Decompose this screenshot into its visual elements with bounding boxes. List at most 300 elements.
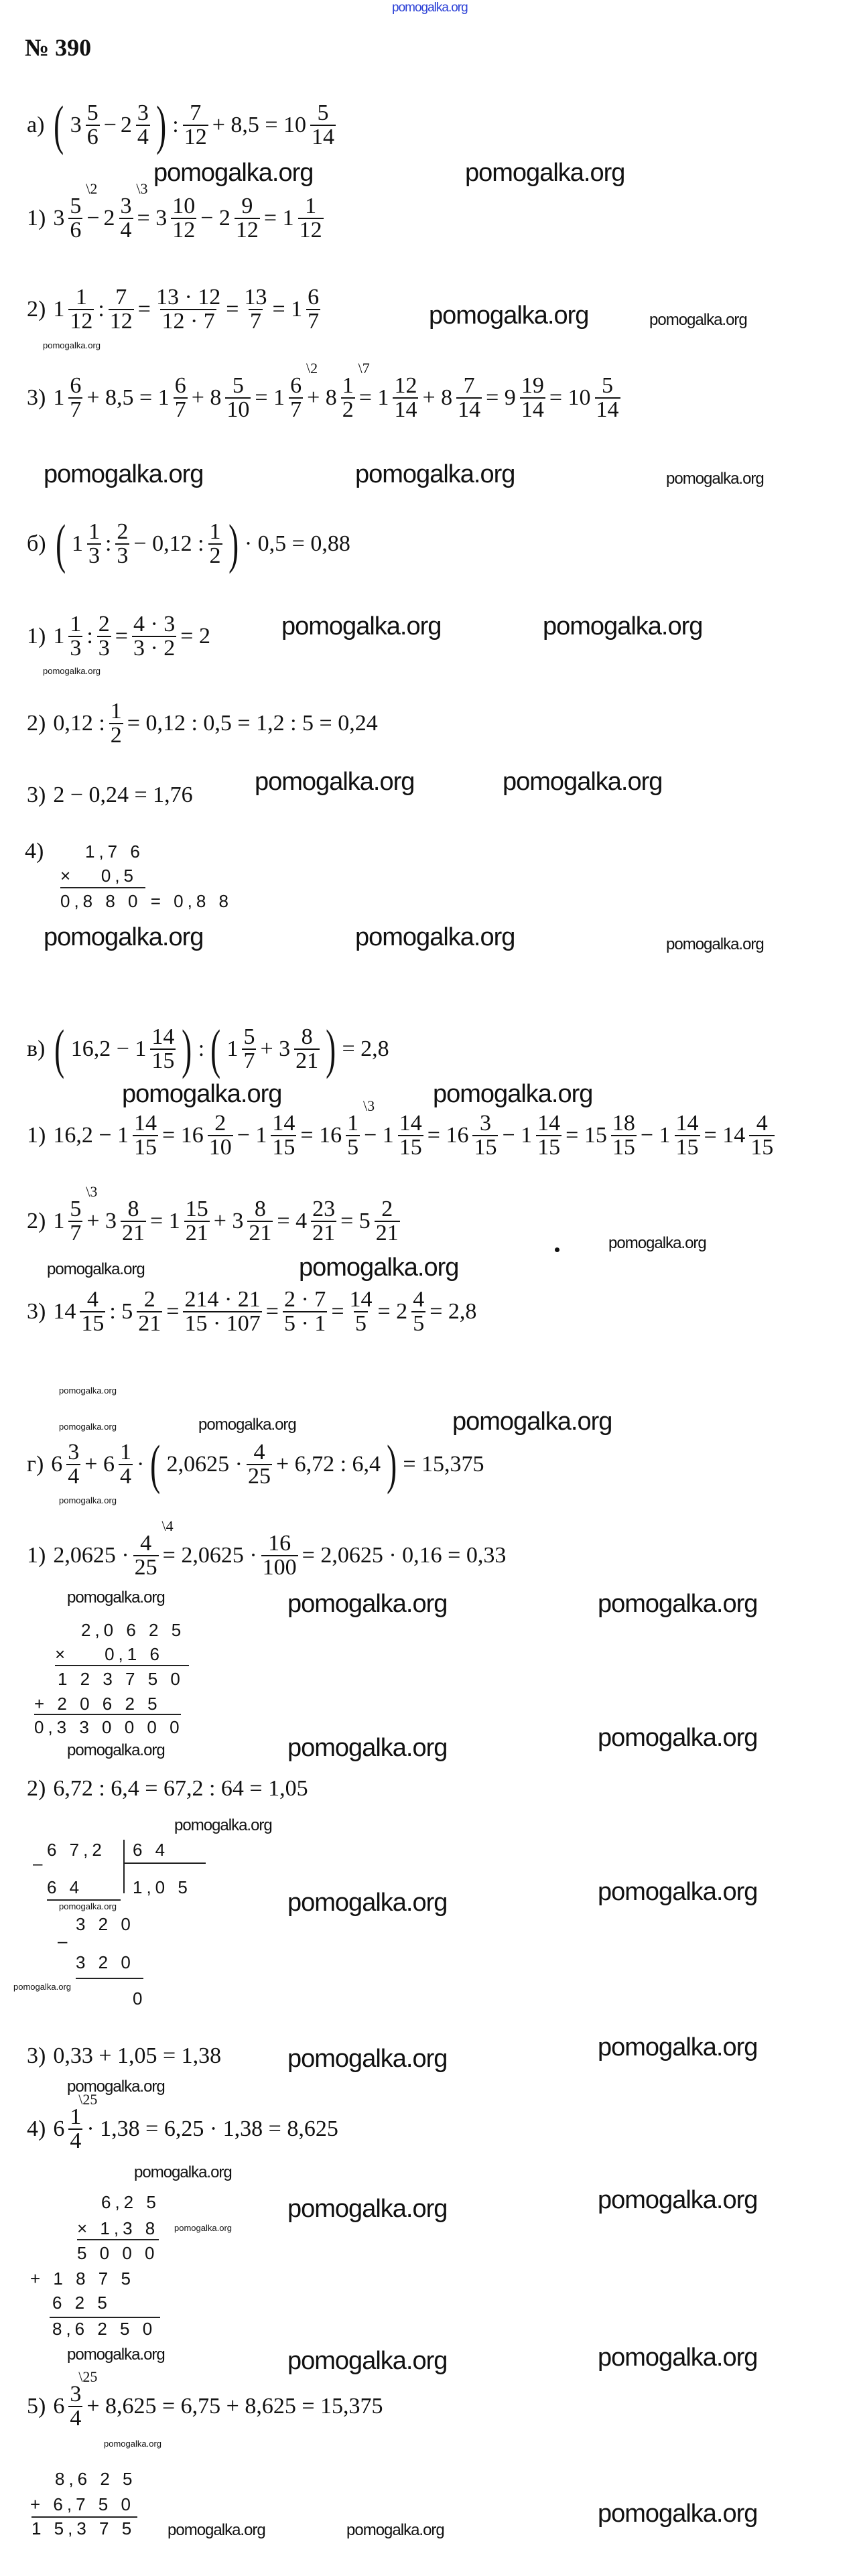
part-a-expression (25, 94, 338, 155)
numerator: 6 (70, 373, 82, 398)
fraction (235, 195, 260, 242)
part-v-expression (25, 1018, 391, 1079)
denominator: 12 (172, 218, 196, 243)
division-bar (123, 1840, 125, 1893)
math-text: = 9 (486, 385, 516, 410)
fraction (68, 1183, 98, 1245)
math-text: = 1 (358, 385, 389, 410)
denominator: 15 (537, 1135, 561, 1160)
denominator: 4 (70, 2128, 82, 2153)
math-text: = 10 (549, 385, 591, 410)
math-text: + 8,625 = 6,75 + 8,625 = 15,375 (86, 2394, 383, 2419)
division-divisor: 6 4 (133, 1840, 170, 1860)
numerator: 2 (117, 519, 129, 544)
denominator: 3 (70, 636, 82, 661)
column-row: × 0,1 6 (55, 1644, 163, 1664)
denominator: 3 (88, 543, 100, 568)
denominator: 5 (347, 1135, 359, 1160)
reduction-factor: 7 (362, 360, 370, 377)
numerator: 5 (86, 100, 98, 125)
part-v-step-1 (25, 1097, 777, 1162)
numerator: 2 · 7 (283, 1287, 326, 1312)
column-result: 0,3 3 0 0 0 0 (34, 1717, 184, 1737)
fraction (675, 1112, 700, 1159)
column-result: 8,6 2 5 0 (52, 2319, 157, 2339)
column-rule (77, 2239, 159, 2240)
math-text: = 16 (162, 1123, 204, 1148)
fraction (346, 1097, 375, 1160)
denominator: 3 (117, 543, 129, 568)
math-text: − 1 (364, 1123, 394, 1148)
column-rule (50, 2317, 160, 2318)
math-text: = 16 (427, 1123, 469, 1148)
denominator: 2 (209, 543, 221, 568)
division-quotient: 1,0 5 (133, 1877, 192, 1897)
division-subtrahend: 3 2 0 (76, 1952, 135, 1972)
math-text: 0,33 + 1,05 = 1,38 (53, 2043, 222, 2068)
watermark: pomogalka.org (59, 1422, 117, 1432)
math-text: 1 (53, 385, 65, 410)
watermark: pomogalka.org (134, 2163, 232, 2181)
slash-mark: \ (358, 360, 362, 377)
fraction (348, 1288, 374, 1335)
numerator: 19 (521, 373, 544, 398)
slash-mark: \ (362, 1097, 368, 1114)
denominator: 2 (110, 723, 122, 748)
fraction (133, 1517, 174, 1580)
numerator: 5 (232, 373, 244, 398)
part-v-step-2 (25, 1183, 402, 1248)
math-text: = 14 (704, 1123, 746, 1148)
fraction (66, 1441, 80, 1488)
column-row: × 0,5 (60, 866, 137, 886)
numerator: 5 (70, 1197, 82, 1221)
fraction (247, 1198, 273, 1245)
denominator: 5 (413, 1311, 425, 1336)
numerator: 3 (120, 194, 132, 218)
math-text: = 2 (180, 624, 210, 649)
math-text: = 2,0625 · 0,16 = 0,33 (302, 1543, 507, 1568)
numerator: 14 (134, 1111, 157, 1136)
watermark: pomogalka.org (174, 2223, 232, 2233)
step-label: 4) (25, 839, 44, 864)
watermark: pomogalka.org (67, 1741, 165, 1759)
watermark: pomogalka.org (598, 1724, 758, 1752)
fraction (208, 521, 222, 567)
math-text: 6,72 : 6,4 = 67,2 : 64 = 1,05 (53, 1776, 308, 1801)
fraction (132, 613, 176, 660)
fraction (150, 1026, 176, 1073)
math-text: 16,2 − 1 (53, 1123, 129, 1148)
watermark: pomogalka.org (59, 1385, 117, 1396)
math-text: 2,0625 · (53, 1543, 129, 1568)
reduction-factor: 25 (82, 2091, 98, 2108)
fraction (68, 2091, 98, 2153)
numerator: 1 (119, 1440, 131, 1465)
numerator: 9 (241, 194, 253, 218)
fraction (109, 700, 123, 747)
denominator: 21 (312, 1221, 336, 1245)
denominator: 7 (70, 1221, 82, 1245)
denominator: 12 · 7 (161, 309, 215, 334)
fraction (225, 375, 251, 421)
watermark: pomogalka.org (67, 2078, 165, 2096)
numerator: 14 (272, 1111, 295, 1136)
watermark: pomogalka.org (67, 2346, 165, 2364)
slash-mark: \ (136, 180, 141, 197)
denominator: 14 (596, 397, 619, 422)
column-rule (76, 1978, 143, 1979)
fraction (133, 1112, 158, 1159)
math-text: + 3 (86, 1209, 117, 1233)
column-row: + 2 0 6 2 5 (34, 1694, 161, 1714)
numerator: 5 (70, 194, 82, 218)
numerator: 2 (381, 1197, 393, 1221)
math-text: = 16 (300, 1123, 342, 1148)
fraction (271, 1112, 296, 1159)
fraction (611, 1112, 637, 1159)
watermark: pomogalka.org (168, 2521, 265, 2539)
denominator: 10 (226, 397, 250, 422)
math-text: 16,2 − 1 (70, 1036, 147, 1061)
math-text: : (98, 297, 105, 322)
math-text: = 2 (377, 1299, 408, 1324)
fraction (310, 102, 336, 149)
fraction (261, 1532, 298, 1579)
cancel-note (136, 178, 147, 200)
column-rule (34, 1714, 181, 1715)
fraction (294, 1026, 320, 1073)
numerator: 7 (115, 285, 127, 310)
part-a-step-3 (25, 360, 622, 425)
step-label: 2) (27, 297, 46, 322)
denominator: 3 (98, 636, 110, 661)
reduction-factor: 2 (90, 180, 98, 197)
numerator: 214 · 21 (184, 1287, 261, 1312)
cancel-note (78, 2366, 97, 2388)
fraction (115, 521, 129, 567)
denominator: 4 (119, 1464, 131, 1489)
watermark-top[interactable]: pomogalka.org (392, 1, 468, 15)
column-rule (47, 1899, 121, 1901)
math-text: = (166, 1299, 180, 1324)
numerator: 14 (399, 1111, 422, 1136)
fraction (68, 180, 98, 243)
column-result: 0,8 8 0 = 0,8 8 (60, 891, 233, 911)
part-g-step-4 (25, 2091, 340, 2156)
numerator: 3 (70, 2382, 82, 2406)
numerator: 3 (137, 100, 149, 125)
watermark: pomogalka.org (429, 301, 589, 330)
math-text: = (226, 297, 239, 322)
column-row: 6 2 5 (52, 2293, 111, 2313)
division-dividend: 6 7,2 (47, 1840, 106, 1860)
part-v-step-3 (25, 1285, 478, 1339)
numerator: 18 (612, 1111, 635, 1136)
step-label: в) (27, 1036, 46, 1061)
numerator: 13 · 12 (155, 285, 221, 310)
numerator: 13 (244, 285, 267, 310)
fraction (174, 375, 188, 421)
division-rule (123, 1862, 206, 1864)
watermark: pomogalka.org (598, 1878, 758, 1906)
denominator: 3 · 2 (133, 636, 176, 661)
column-row: × 1,3 8 (77, 2218, 159, 2238)
math-text: 0,12 : (53, 711, 105, 736)
cancel-note (86, 178, 97, 200)
column-rule (55, 1665, 189, 1666)
math-text: + 6 (84, 1452, 115, 1477)
column-row: + 1 8 7 5 (30, 2268, 135, 2289)
fraction (595, 375, 620, 421)
numerator: 1 (342, 373, 354, 398)
numerator: 4 · 3 (133, 612, 176, 636)
denominator: 100 (262, 1555, 297, 1580)
denominator: 15 · 107 (184, 1311, 261, 1336)
math-text: 1 (71, 531, 83, 556)
watermark: pomogalka.org (598, 2344, 758, 2372)
denominator: 7 (308, 309, 320, 334)
slash-mark: \ (86, 1183, 90, 1200)
parenthesis: ( (150, 1434, 161, 1495)
step-label: а) (27, 113, 45, 137)
part-b-step-2 (25, 697, 380, 750)
numerator: 6 (174, 373, 186, 398)
denominator: 25 (247, 1464, 271, 1489)
watermark: pomogalka.org (255, 768, 415, 796)
math-text: = 2,8 (430, 1299, 477, 1324)
math-text: : (172, 113, 179, 137)
fraction (298, 195, 324, 242)
math-text: 14 (53, 1299, 76, 1324)
math-text: 2,0625 · (166, 1452, 243, 1477)
reduction-factor: 4 (166, 1517, 174, 1534)
numerator: 12 (394, 373, 417, 398)
math-text: = 2,0625 · (162, 1543, 257, 1568)
division-subtrahend: 6 4 (47, 1877, 84, 1897)
numerator: 8 (127, 1197, 139, 1221)
math-text: : (86, 624, 93, 649)
denominator: 4 (70, 2406, 82, 2431)
math-text: = (265, 1299, 279, 1324)
cancel-note (86, 1180, 97, 1203)
numerator: 7 (463, 373, 475, 398)
watermark: pomogalka.org (174, 1816, 272, 1834)
numerator: 2 (98, 612, 110, 636)
fraction (119, 1441, 133, 1488)
step-label: 2) (27, 711, 46, 736)
denominator: 15 (399, 1135, 422, 1160)
numerator: 8 (301, 1024, 313, 1049)
fraction (183, 1288, 261, 1335)
fraction (398, 1112, 423, 1159)
numerator: 10 (172, 194, 196, 218)
fraction (184, 1198, 210, 1245)
parenthesis: ) (182, 1018, 192, 1079)
parenthesis: ) (387, 1434, 397, 1495)
math-text: : (198, 1036, 205, 1061)
column-row: 6,2 5 (101, 2192, 160, 2212)
watermark: pomogalka.org (503, 768, 663, 796)
slash-mark: \ (78, 2091, 83, 2108)
watermark: pomogalka.org (299, 1253, 459, 1282)
numerator: 1 (75, 285, 87, 310)
step-label: 2) (27, 1776, 46, 1801)
step-label: 3) (27, 2043, 46, 2068)
parenthesis: ( (54, 1018, 65, 1079)
math-text: 1 (226, 1036, 239, 1061)
fraction (749, 1112, 775, 1159)
watermark: pomogalka.org (47, 1260, 145, 1278)
denominator: 4 (68, 1464, 80, 1489)
parenthesis: ( (54, 94, 64, 155)
fraction (121, 1198, 146, 1245)
math-text: − 1 (502, 1123, 533, 1148)
denominator: 25 (134, 1555, 157, 1580)
column-row: + 6,7 5 0 (30, 2494, 135, 2514)
parenthesis: ) (156, 94, 167, 155)
math-text: + 8 (422, 385, 453, 410)
denominator: 12 (70, 309, 93, 334)
part-g-step-3 (25, 2029, 223, 2083)
watermark: pomogalka.org (287, 1590, 448, 1618)
fraction (311, 1198, 336, 1245)
numerator: 23 (312, 1197, 336, 1221)
fraction (341, 360, 370, 422)
fraction (472, 1112, 498, 1159)
numerator: 5 (602, 373, 613, 398)
part-b-step-3 (25, 768, 195, 822)
fraction (208, 1112, 233, 1159)
slash-mark: \ (78, 2368, 83, 2385)
numerator: 2 (214, 1111, 226, 1136)
watermark: pomogalka.org (598, 2500, 758, 2528)
numerator: 7 (190, 100, 202, 125)
fraction (283, 1288, 327, 1335)
watermark: pomogalka.org (543, 612, 703, 640)
numerator: 4 (253, 1440, 265, 1465)
column-row: 8,6 2 5 (55, 2469, 137, 2489)
math-text: + 8,5 = 1 (86, 385, 170, 410)
column-rule (31, 2516, 137, 2518)
column-result: 1 5,3 7 5 (31, 2518, 136, 2538)
watermark: pomogalka.org (287, 2195, 448, 2223)
watermark: pomogalka.org (198, 1416, 296, 1434)
watermark: pomogalka.org (666, 470, 764, 488)
step-label: 5) (27, 2394, 46, 2419)
watermark: pomogalka.org (433, 1080, 593, 1108)
watermark: pomogalka.org (608, 1234, 706, 1252)
math-text: = 1 (263, 206, 294, 230)
numerator: 14 (537, 1111, 561, 1136)
math-text: = 0,12 : 0,5 = 1,2 : 5 = 0,24 (127, 711, 378, 736)
numerator: 4 (86, 1287, 98, 1312)
denominator: 6 (86, 125, 98, 149)
math-text: = 1 (150, 1209, 180, 1233)
denominator: 5 · 1 (283, 1311, 326, 1336)
division-remainder: 0 (133, 1988, 147, 2009)
column-rule (60, 887, 145, 888)
denominator: 21 (138, 1311, 161, 1336)
numerator: 3 (479, 1111, 491, 1136)
step-label: 1) (27, 206, 46, 230)
denominator: 14 (458, 397, 481, 422)
fraction (68, 375, 82, 421)
denominator: 7 (249, 309, 261, 334)
denominator: 7 (290, 397, 302, 422)
numerator: 4 (140, 1531, 152, 1556)
math-text: 3 (70, 113, 82, 137)
part-a-step-2 (25, 283, 322, 336)
denominator: 14 (521, 397, 544, 422)
fraction (155, 286, 222, 333)
numerator: 15 (185, 1197, 208, 1221)
watermark: pomogalka.org (346, 2521, 444, 2539)
numerator: 5 (317, 100, 329, 125)
math-text: − 0,12 : (133, 531, 204, 556)
denominator: 14 (312, 125, 335, 149)
numerator: 4 (413, 1287, 425, 1312)
watermark: pomogalka.org (43, 666, 101, 676)
math-text: + 3 (213, 1209, 244, 1233)
numerator: 1 (110, 699, 122, 724)
math-text: = 15 (566, 1123, 607, 1148)
denominator: 12 (109, 309, 133, 334)
numerator: 1 (70, 2104, 82, 2129)
watermark: pomogalka.org (465, 159, 625, 187)
step-label: 3) (27, 783, 46, 807)
watermark: pomogalka.org (287, 2045, 448, 2073)
part-g-step-2 (25, 1762, 310, 1816)
fraction (109, 286, 134, 333)
watermark: pomogalka.org (153, 159, 314, 187)
math-text: + 8 (307, 385, 337, 410)
fraction (393, 375, 418, 421)
math-text: 2 (103, 206, 115, 230)
watermark: pomogalka.org (281, 612, 442, 640)
math-text: − 1 (640, 1123, 671, 1148)
math-text: 6 (53, 2116, 65, 2141)
numerator: 1 (70, 612, 82, 636)
numerator: 2 (143, 1287, 155, 1312)
watermark: pomogalka.org (598, 2033, 758, 2061)
step-label: 2) (27, 1209, 46, 1233)
watermark: pomogalka.org (355, 460, 515, 488)
math-text: − 2 (200, 206, 230, 230)
denominator: 7 (174, 397, 186, 422)
parenthesis: ) (228, 513, 239, 574)
fraction (86, 102, 100, 149)
part-b-step-1 (25, 610, 212, 663)
parenthesis: ) (326, 1018, 336, 1079)
math-text: · 0,5 = 0,88 (244, 531, 350, 556)
denominator: 15 (612, 1135, 635, 1160)
watermark: pomogalka.org (452, 1408, 612, 1436)
fraction (136, 102, 150, 149)
denominator: 15 (474, 1135, 497, 1160)
minus-sign: – (33, 1853, 47, 1873)
denominator: 15 (151, 1048, 175, 1073)
numerator: 8 (254, 1197, 266, 1221)
numerator: 3 (68, 1440, 80, 1465)
math-text: + 8 (191, 385, 222, 410)
math-text: = 2,8 (342, 1036, 389, 1061)
part-g-step-5 (25, 2368, 385, 2433)
fraction (375, 1198, 400, 1245)
watermark: pomogalka.org (649, 311, 747, 329)
numerator: 6 (308, 285, 320, 310)
math-text: = (115, 624, 128, 649)
